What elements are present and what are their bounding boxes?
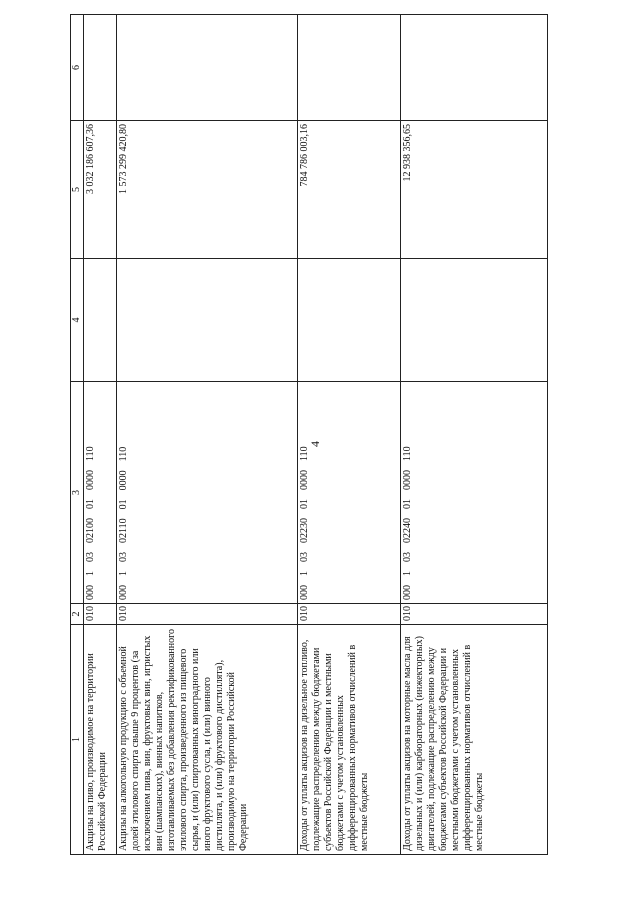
code-part: 000 — [118, 585, 129, 600]
code-part: 000 — [299, 585, 310, 600]
code-part: 1 — [299, 571, 310, 576]
col-header-6: 6 — [71, 15, 84, 121]
classification-code — [401, 382, 548, 604]
amount-cell: 12 938 356,65 — [401, 121, 548, 259]
amount-cell: 784 786 003,16 — [298, 121, 401, 259]
code-part: 03 — [402, 552, 413, 562]
classification-code — [298, 382, 401, 604]
code-part: 110 — [299, 446, 310, 461]
code-part: 03 — [299, 552, 310, 562]
code-part: 01 — [299, 499, 310, 509]
code-part: 01 — [85, 499, 96, 509]
code-part: 0000 — [118, 470, 129, 491]
code-part: 01 — [402, 499, 413, 509]
amount-cell: 1 573 299 420,80 — [117, 121, 298, 259]
code-part: 000 — [402, 585, 413, 600]
code-part: 02240 — [402, 518, 413, 543]
budget-revenue-table — [70, 14, 548, 855]
admin-code: 010 — [84, 604, 117, 625]
code-part: 000 — [85, 585, 96, 600]
code-part: 110 — [402, 446, 413, 461]
revenue-name: Доходы от уплаты акцизов на моторные масла для дизельных и (или) карбюраторных (инжекторных) двигателей, подлежащие распределению между бюджетами субъектов Российской Федерации и местными бюджетами с учетом установленных дифференцированных нормативов отчислений в местные бюджеты — [401, 625, 548, 855]
rotated-table-container — [70, 45, 560, 855]
col4-cell — [298, 259, 401, 382]
code-part: 110 — [118, 446, 129, 462]
header-row — [71, 15, 84, 855]
col-header-5: 5 — [71, 121, 84, 259]
col6-cell — [84, 15, 117, 121]
code-part: 1 — [402, 571, 413, 576]
table-row — [298, 15, 401, 855]
code-part: 1 — [118, 571, 129, 576]
col4-cell — [401, 259, 548, 382]
col6-cell — [298, 15, 401, 121]
code-part: 0000 — [85, 470, 96, 490]
revenue-name: Акцизы на пиво, производимое на территории Российской Федерации — [84, 625, 117, 855]
col-header-2: 2 — [71, 604, 84, 625]
table-row — [401, 15, 548, 855]
col-header-1: 1 — [71, 625, 84, 855]
admin-code: 010 — [298, 604, 401, 625]
code-part: 0000 — [299, 470, 310, 490]
code-part: 02100 — [85, 518, 96, 543]
col6-cell — [117, 15, 298, 121]
col6-cell — [401, 15, 548, 121]
code-part: 02110 — [118, 518, 129, 543]
code-part: 02230 — [299, 518, 310, 543]
revenue-name: Акцизы на алкогольную продукцию с объемной долей этилового спирта свыше 9 процентов (за исключением пива, вин, фруктовых вин, игристых вин (шампанских), винных напитков, изготавливаемых без добавления ректификованного этилового спирта, произведенного из пищевого сырья, и (или) спиртованных виноградного или иного фруктового сусла, и (или) винного дистиллята, и (или) фруктового дистиллята), производимую на территории Российской Федерации — [117, 625, 298, 855]
code-part: 03 — [85, 552, 96, 562]
col-header-4: 4 — [71, 259, 84, 382]
classification-code — [117, 382, 298, 604]
code-part: 01 — [118, 499, 129, 510]
code-part: 0000 — [402, 470, 413, 490]
classification-code — [84, 382, 117, 604]
page-number: 4 — [308, 441, 322, 447]
code-part: 03 — [118, 552, 129, 562]
col4-cell — [117, 259, 298, 382]
admin-code: 010 — [117, 604, 298, 625]
table-row — [84, 15, 117, 855]
admin-code: 010 — [401, 604, 548, 625]
code-part: 1 — [85, 571, 96, 576]
col-header-3: 3 — [71, 382, 84, 604]
revenue-name: Доходы от уплаты акцизов на дизельное топливо, подлежащие распределению между бюджетами субъектов Российской Федерации и местными бюджетами с учетом установленных дифференцированных нормативов отчислений в местные бюджеты — [298, 625, 401, 855]
table-row — [117, 15, 298, 855]
code-part: 110 — [85, 446, 96, 461]
amount-cell: 3 032 186 607,36 — [84, 121, 117, 259]
col4-cell — [84, 259, 117, 382]
